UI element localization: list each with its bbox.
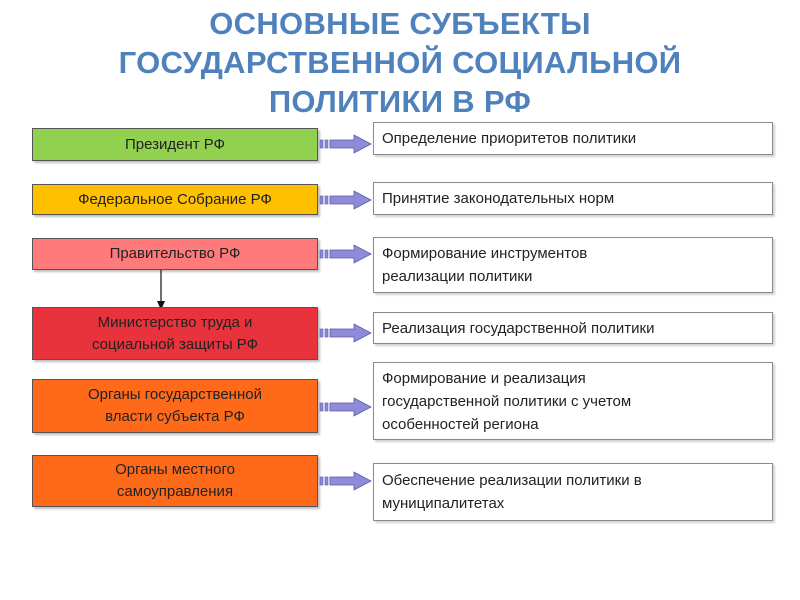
subject-box-government — [32, 238, 318, 270]
function-label-federal-assembly: Принятие законодательных норм — [382, 190, 615, 207]
function-box-federal-assembly — [373, 182, 773, 215]
subject-label-federal-assembly: Федеральное Собрание РФ — [78, 190, 272, 208]
function-box-local-government — [373, 463, 773, 521]
function-line: государственной политики с учетом — [382, 392, 632, 410]
function-line: Обеспечение реализации политики в — [382, 472, 642, 489]
function-line: особенностей региона — [382, 415, 539, 433]
function-text-government — [382, 242, 587, 288]
subject-box-local-government — [32, 455, 318, 507]
function-box-ministry — [373, 312, 773, 344]
function-line: Формирование инструментов — [382, 245, 588, 262]
title-line-3: ПОЛИТИКИ В РФ — [268, 84, 532, 119]
subject-box-president — [32, 128, 318, 161]
function-text-local-government — [382, 469, 642, 515]
subject-box-federal-assembly — [32, 184, 318, 215]
arrow-right-icon — [318, 323, 372, 343]
function-label-president: Определение приоритетов политики — [382, 130, 637, 147]
page-title — [0, 4, 800, 121]
arrow-right-icon — [318, 244, 372, 264]
subject-line: власти субъекта РФ — [105, 408, 245, 425]
title-line-2: ГОСУДАРСТВЕННОЙ СОЦИАЛЬНОЙ — [118, 45, 682, 80]
arrow-right-icon — [318, 471, 372, 491]
subject-box-regional-authorities — [32, 379, 318, 433]
subject-box-ministry — [32, 307, 318, 360]
function-line: реализации политики — [382, 268, 533, 285]
subject-text-ministry — [92, 312, 258, 356]
arrow-down-icon — [153, 270, 169, 310]
subject-label-president: Президент РФ — [124, 135, 226, 153]
subject-text-local-government — [115, 459, 235, 503]
subject-line: Министерство труда и — [97, 313, 253, 331]
arrow-right-icon — [318, 397, 372, 417]
subject-line: Органы государственной — [88, 386, 262, 403]
subject-line: Органы местного — [115, 461, 235, 478]
function-text-regional-authorities — [382, 367, 631, 436]
subject-text-regional-authorities — [88, 384, 262, 428]
arrow-right-icon — [318, 190, 372, 210]
function-line: Формирование и реализация — [382, 369, 586, 387]
function-box-president — [373, 122, 773, 155]
function-label-ministry: Реализация государственной политики — [382, 319, 655, 337]
subject-line: самоуправления — [116, 483, 234, 500]
title-line-1: ОСНОВНЫЕ СУБЪЕКТЫ — [209, 6, 591, 41]
subject-label-government: Правительство РФ — [109, 245, 241, 262]
function-box-regional-authorities — [373, 362, 773, 440]
function-box-government — [373, 237, 773, 293]
arrow-right-icon — [318, 134, 372, 154]
function-line: муниципалитетах — [382, 495, 505, 512]
subject-line: социальной защиты РФ — [91, 335, 259, 353]
